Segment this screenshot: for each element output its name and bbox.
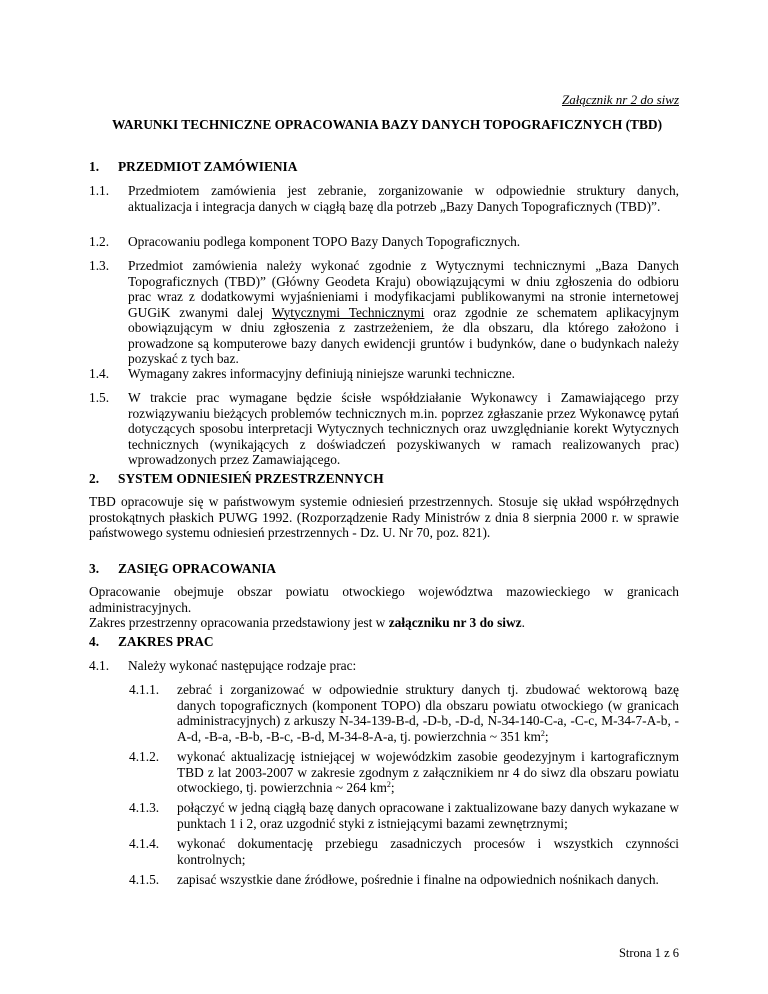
section-number: 2. [89, 471, 100, 486]
item-number: 1.3. [89, 258, 110, 273]
document-title: WARUNKI TECHNICZNE OPRACOWANIA BAZY DANYCH TOPOGRAFICZNYCH (TBD) [111, 117, 663, 132]
subitem-4-1-1 [129, 682, 679, 744]
subitem-number: 4.1.3. [129, 800, 160, 815]
section-number: 4. [89, 634, 100, 649]
item-number: 4.1. [89, 658, 110, 673]
annex-label: Załącznik nr 2 do siwz [561, 92, 679, 107]
item-number: 1.5. [89, 390, 110, 405]
section-1-heading [89, 159, 297, 175]
item-number: 1.2. [89, 234, 110, 249]
item-text: Należy wykonać następujące rodzaje prac: [128, 658, 357, 673]
item-number: 1.4. [89, 366, 110, 381]
section-title: SYSTEM ODNIESIEŃ PRZESTRZENNYCH [118, 471, 384, 486]
item-text: Wymagany zakres informacyjny definiują niniejsze warunki techniczne. [128, 366, 515, 381]
item-1-5 [89, 390, 679, 468]
subitem-4-1-4 [129, 836, 679, 867]
item-text: Opracowaniu podlega komponent TOPO Bazy Danych Topograficznych. [128, 234, 521, 249]
item-1-2 [89, 234, 679, 250]
guidelines-link-text: Wytycznymi Technicznymi [271, 304, 425, 320]
section-3-text: Opracowanie obejmuje obszar powiatu otwockiego województwa mazowieckiego w granicach administracyjnych. Zakres przestrzenny opracowania przedstawiony jest w załączniku nr 3 do siwz. [89, 584, 679, 630]
section-title: PRZEDMIOT ZAMÓWIENIA [118, 159, 298, 174]
subitem-number: 4.1.5. [129, 872, 160, 887]
item-4-1 [89, 658, 679, 674]
section-2-text: TBD opracowuje się w państwowym systemie odniesień przestrzennych. Stosuje się układ współrzędnych prostokątnych płaskich PUWG 1992. (Rozporządzenie Rady Ministrów z dnia 8 sierpnia 2000 r. w sprawie państwowego systemu odniesień przestrzennych - Dz. U. Nr 70, poz. 821). [89, 494, 679, 540]
item-1-1 [89, 183, 679, 214]
subitem-4-1-5 [129, 872, 679, 888]
item-text: W trakcie prac wymagane będzie ścisłe współdziałanie Wykonawcy i Zamawiającego przy rozwiązywaniu bieżących problemów technicznych m.in. poprzez zgłaszanie przez Wykonawcę pytań dotyczących sposobu interpretacji Wytycznych technicznych oraz uwzględnianie korekt Wytycznych technicznych (wynikających z doświadczeń pozyskiwanych w ramach realizowanych prac) wprowadzonych przez Zamawiającego. [128, 390, 679, 467]
subitem-number: 4.1.4. [129, 836, 160, 851]
section-title: ZASIĘG OPRACOWANIA [118, 561, 277, 576]
subitem-text: połączyć w jedną ciągłą bazę danych opracowane i zaktualizowane bazy danych wykazane w punktach 1 i 2, oraz uzgodnić styki z istniejącymi bazami zewnętrznymi; [177, 800, 679, 831]
section-2-heading [89, 471, 384, 487]
section-number: 1. [89, 159, 100, 174]
subitem-number: 4.1.2. [129, 749, 160, 764]
subitem-text: zapisać wszystkie dane źródłowe, pośrednie i finalne na odpowiednich nośnikach danych. [177, 872, 659, 887]
section-number: 3. [89, 561, 100, 576]
subitem-text: wykonać dokumentację przebiegu zasadniczych procesów i wszystkich czynności kontrolnych; [177, 836, 679, 867]
item-1-3 [89, 258, 679, 367]
section-4-heading [89, 634, 214, 650]
subitem-4-1-3 [129, 800, 679, 831]
item-text: Przedmiot zamówienia należy wykonać zgodnie z Wytycznymi technicznymi „Baza Danych Topograficznych (TBD)” (Główny Geodeta Kraju) obowiązującymi w dniu zgłoszenia do odbioru prac wraz z dodatkowymi wyjaśnieniami i modyfikacjami publikowanymi na stronie internetowej GUGiK zwanymi dalej Wytycznymi Technicznymi oraz zgodnie ze schematem aplikacyjnym obowiązującym w dniu zgłoszenia z zastrzeżeniem, że dla obszaru, dla którego założono i prowadzone są komputerowe bazy danych ewidencji gruntów i budynków, dane o budynkach należy pozyskać z tych baz. [128, 258, 679, 366]
item-text: Przedmiotem zamówienia jest zebranie, zorganizowanie w odpowiednie struktury danych, aktualizacja i integracja danych w ciągłą bazę dla potrzeb „Bazy Danych Topograficznych (TBD)”. [128, 183, 679, 214]
subitem-4-1-2 [129, 749, 679, 796]
section-title: ZAKRES PRAC [118, 634, 214, 649]
subitem-number: 4.1.1. [129, 682, 160, 697]
item-1-4 [89, 366, 679, 382]
section-3-heading [89, 561, 276, 577]
annex-3-reference: załączniku nr 3 do siwz [388, 615, 522, 630]
subitem-text: zebrać i zorganizować w odpowiednie struktury danych tj. zbudować wektorową bazę danych topograficznych (komponent TOPO) dla obszaru powiatu otwockiego (w granicach administracyjnych) z arkuszy N-34-139-B-d, -D-b, -D-d, N-34-140-C-a, -C-c, M-34-7-A-b, -A-d, -B-a, -B-b, -B-c, -B-d, M-34-8-A-a, tj. powierzchnia ~ 351 $km^2$; [177, 682, 679, 744]
page-number: Strona 1 z 6 [618, 946, 679, 960]
subitem-text: wykonać aktualizację istniejącej w wojewódzkim zasobie geodezyjnym i kartograficznym TBD z lat 2003-2007 w zakresie zgodnym z załącznikiem nr 4 do siwz dla obszaru powiatu otwockiego, tj. powierzchnia ~ 264 $km^2$; [177, 749, 679, 795]
item-number: 1.1. [89, 183, 110, 198]
